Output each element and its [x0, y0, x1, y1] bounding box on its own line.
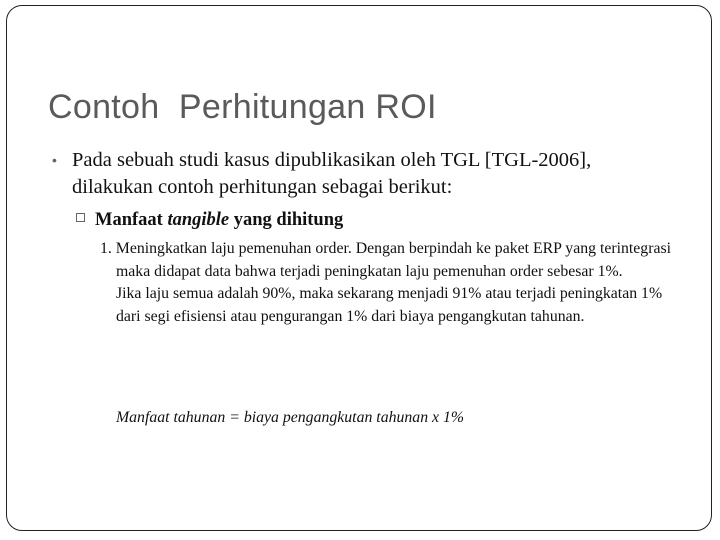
item-paragraph-1: 1. Meningkatkan laju pemenuhan order. Dengan berpindah ke paket ERP yang terintegrasi maka didapat data bahwa terjadi peningkatan laju pemenuhan order sebesar 1%.: [100, 240, 672, 280]
bullet-sub-text-after: yang dihitung: [229, 210, 344, 230]
bullet-sub-text-italic: tangible: [167, 210, 230, 230]
slide-title: Contoh Perhitungan ROI: [48, 88, 437, 126]
bullet-marker: •: [52, 152, 57, 168]
bullet-sub: [76, 208, 343, 232]
bullet-main: [52, 147, 662, 201]
item-paragraph-2: Jika laju semua adalah 90%, maka sekarang menjadi 91% atau terjadi peningkatan 1% dari segi efisiensi atau pengurangan 1% dari biaya pengangkutan tahunan.: [116, 285, 663, 325]
numbered-item: [100, 238, 680, 328]
bullet-main-text: Pada sebuah studi kasus dipublikasikan oleh TGL [TGL-2006], dilakukan contoh perhitungan sebagai berikut:: [72, 149, 592, 198]
bullet-sub-text-before: Manfaat: [95, 210, 168, 230]
formula-text: Manfaat tahunan = biaya pengangkutan tahunan x 1%: [116, 409, 465, 426]
square-bullet-icon: [76, 213, 85, 222]
